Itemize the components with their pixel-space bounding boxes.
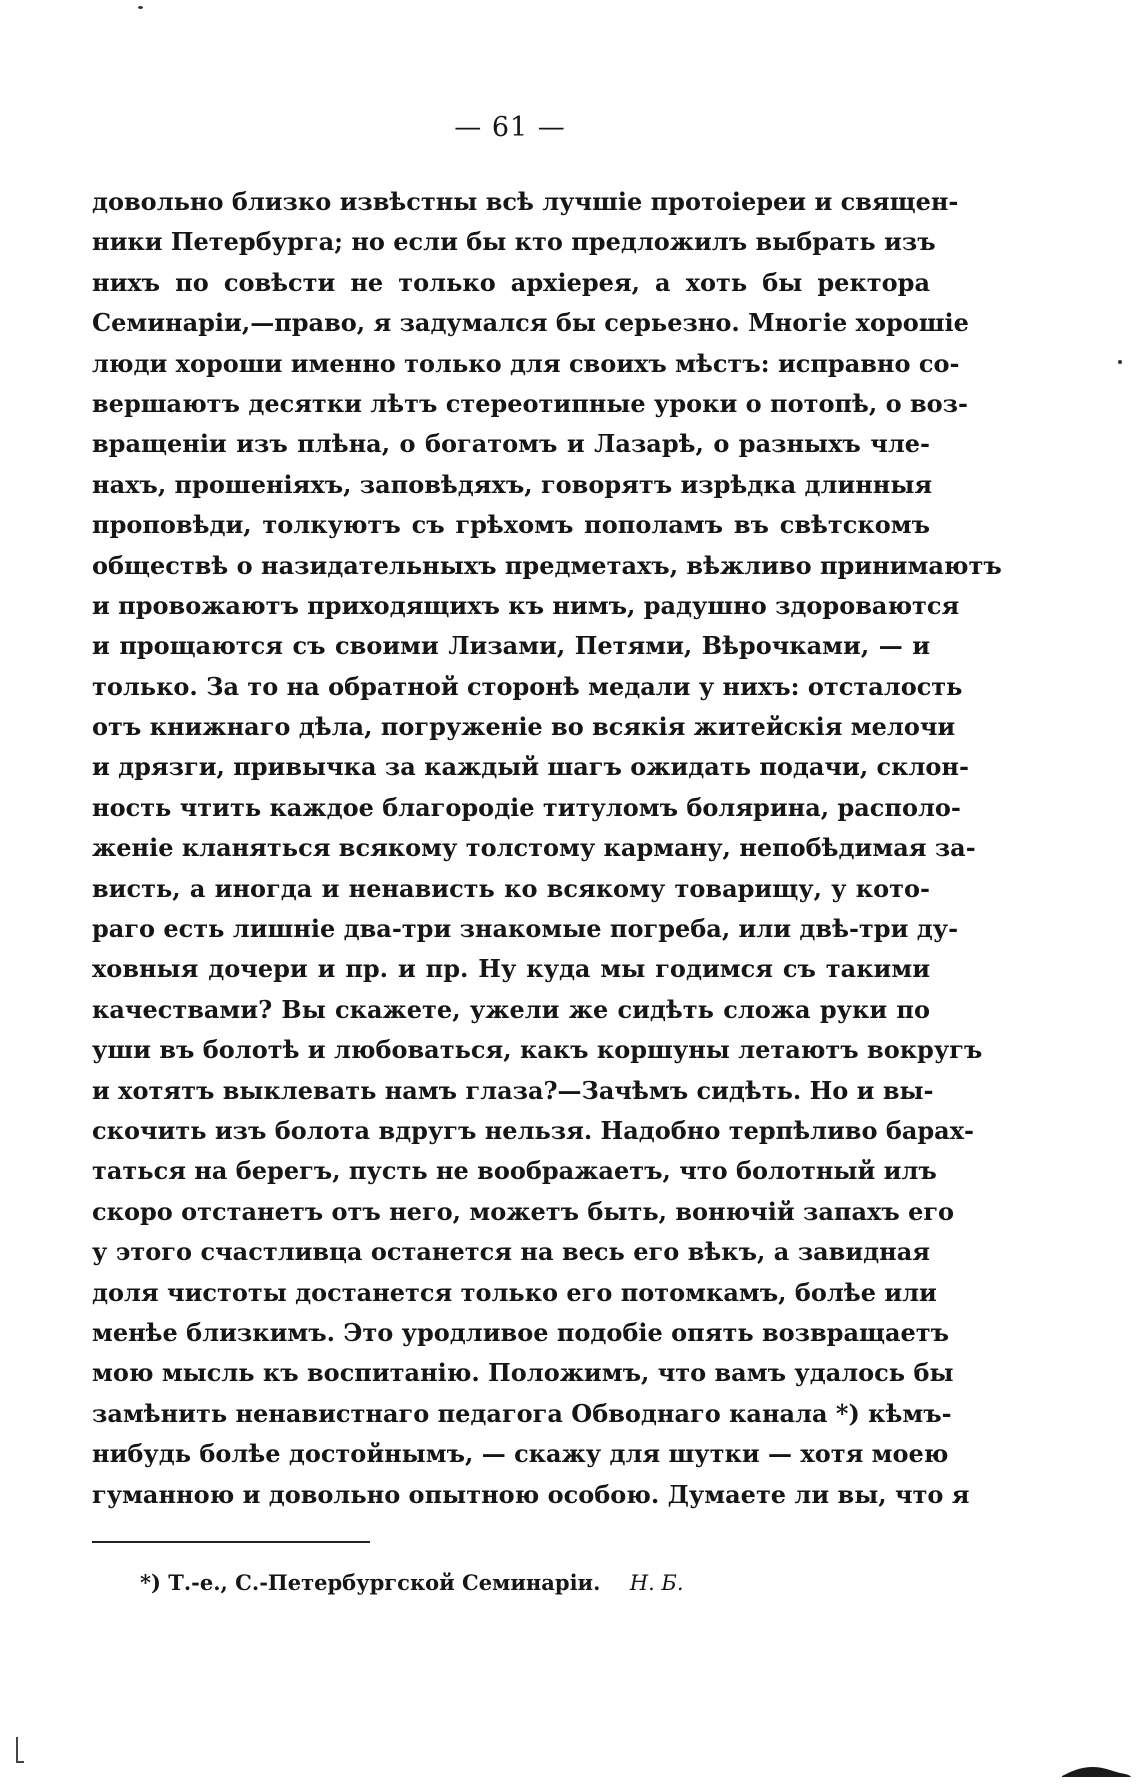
text-line: ховныя дочери и пр. и пр. Ну куда мы годимся съ такими [92, 954, 930, 984]
text-line: женіе кланяться всякому толстому карману, непобѣдимая за- [92, 833, 976, 863]
footnote-text: *) Т.-е., С.-Петербургской Семинаріи. [140, 1570, 601, 1595]
text-line: уши въ болотѣ и любоваться, какъ коршуны летаютъ вокругъ [92, 1035, 983, 1065]
text-line: гуманною и довольно опытною особою. Думаете ли вы, что я [92, 1479, 970, 1509]
text-line: только. За то на обратной сторонѣ медали у нихъ: отсталость [92, 671, 963, 701]
text-line: Семинаріи,—право, я задумался бы серьезно. Многіе хорошіе [92, 308, 969, 338]
text-line: довольно близко извѣстны всѣ лучшіе протоіереи и священ- [92, 187, 959, 216]
text-line: и провожаютъ приходящихъ къ нимъ, радушно здороваются [92, 590, 960, 620]
body-text [92, 182, 1002, 1515]
text-line: раго есть лишніе два-три знакомые погреба, или двѣ-три ду- [92, 914, 959, 944]
text-line: нахъ, прошеніяхъ, заповѣдяхъ, говорятъ изрѣдка длинныя [92, 469, 933, 499]
text-line: ность чтить каждое благородіе титуломъ болярина, располо- [92, 792, 961, 822]
text-line: вращеніи изъ плѣна, о богатомъ и Лазарѣ, о разныхъ чле- [92, 429, 930, 459]
text-line: у этого счастливца останется на весь его вѣкъ, а завидная [92, 1237, 930, 1267]
text-line: обществѣ о назидательныхъ предметахъ, вѣжливо принимаютъ [92, 550, 1002, 580]
footnote-signature: Н. Б. [629, 1571, 684, 1595]
text-line: скоро отстанетъ отъ него, можетъ быть, вонючій запахъ его [92, 1196, 955, 1226]
footnote-divider [92, 1541, 370, 1543]
scan-speck [138, 6, 143, 9]
text-line: и прощаются съ своими Лизами, Петями, Вѣрочками, — и [92, 631, 930, 661]
text-line: проповѣди, толкуютъ съ грѣхомъ пополамъ въ свѣтскомъ [92, 510, 930, 540]
text-line: люди хороши именно только для своихъ мѣстъ: исправно со- [92, 348, 960, 378]
text-line: замѣнить ненавистнаго педагога Обводнаго канала *) кѣмъ- [92, 1398, 952, 1428]
text-line: ники Петербурга; но если бы кто предложилъ выбрать изъ [92, 227, 936, 257]
scan-corner-mark [16, 1737, 24, 1763]
text-line: мою мысль къ воспитанію. Положимъ, что вамъ удалось бы [92, 1358, 954, 1388]
text-line: качествами? Вы скажете, ужели же сидѣть сложа руки по [92, 994, 930, 1024]
text-line: менѣе близкимъ. Это уродливое подобіе опять возвращаетъ [92, 1317, 950, 1347]
text-line: нихъ по совѣсти не только архіерея, а хоть бы ректора [92, 267, 930, 297]
text-line: и хотятъ выклевать намъ глаза?—Зачѣмъ сидѣть. Но и вы- [92, 1075, 934, 1105]
text-line: вершаютъ десятки лѣтъ стереотипные уроки о потопѣ, о воз- [92, 388, 968, 418]
ink-smudge-ornament [1060, 1763, 1132, 1779]
text-line: отъ книжнаго дѣла, погруженіе во всякія житейскія мелочи [92, 712, 956, 742]
text-line: нибудь болѣе достойнымъ, — скажу для шутки — хотя моею [92, 1439, 949, 1469]
text-line: таться на берегъ, пусть не воображаетъ, что болотный илъ [92, 1156, 937, 1186]
text-line: висть, а иногда и ненависть ко всякому товарищу, у кото- [92, 873, 930, 903]
footnote [140, 1568, 684, 1598]
text-line: и дрязги, привычка за каждый шагъ ожидать подачи, склон- [92, 752, 969, 782]
text-line: доля чистоты достанется только его потомкамъ, болѣе или [92, 1277, 937, 1307]
scan-speck [1118, 360, 1122, 364]
text-line: скочить изъ болота вдругъ нельзя. Надобно терпѣливо барах- [92, 1115, 974, 1145]
page-number: — 61 — [454, 112, 566, 143]
